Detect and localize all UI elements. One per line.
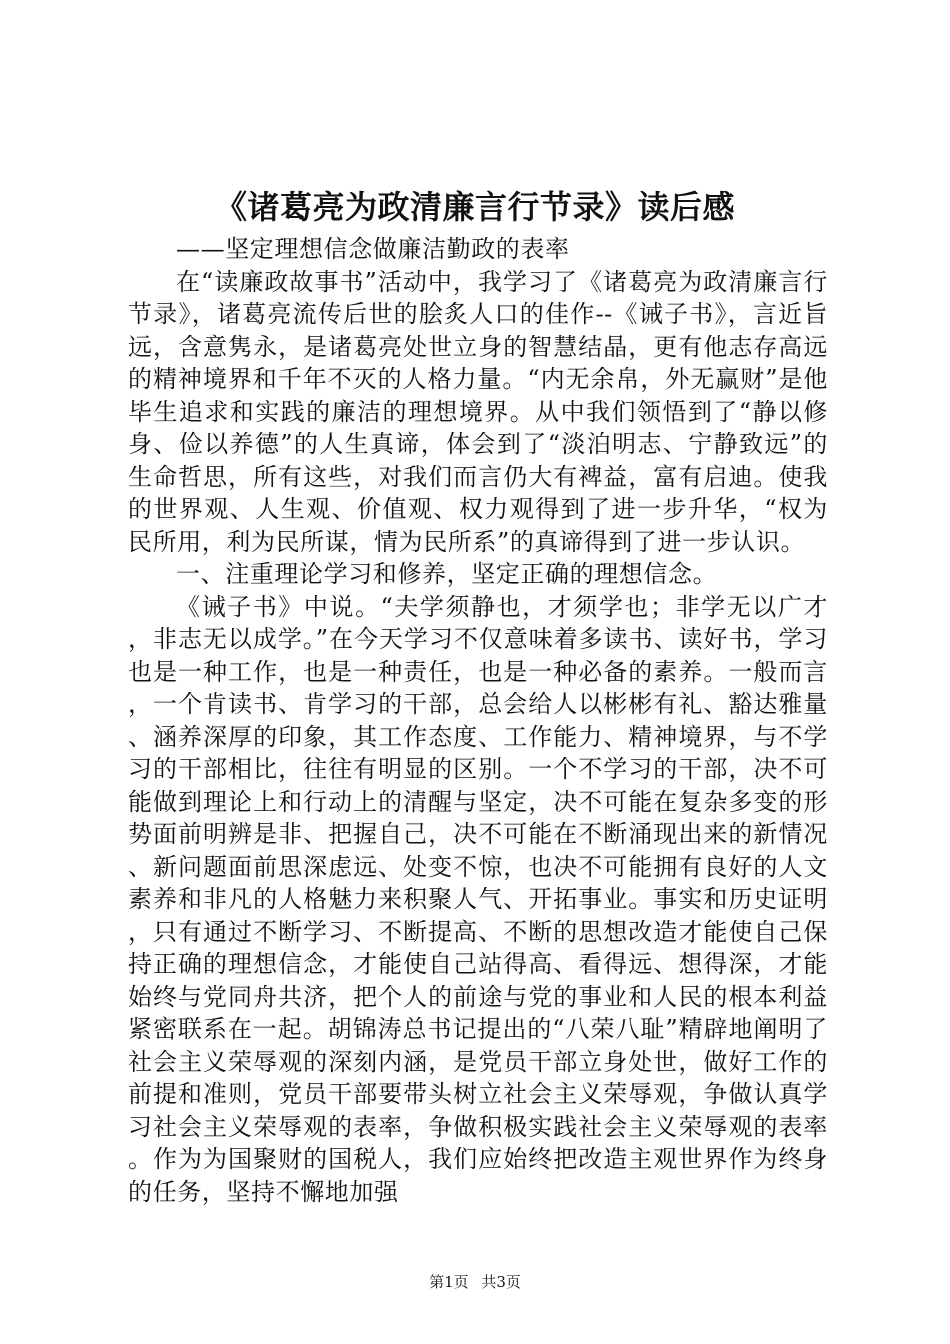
page-number: 第1页 <box>429 1273 469 1291</box>
paragraph-section-1: 《诫子书》中说。“夫学须静也，才须学也；非学无以广才，非志无以成学。”在今天学习不仅意味着多读书、读好书，学习也是一种工作，也是一种责任，也是一种必备的素养。一般而言，一个肯读书、肯学习的干部，总会给人以彬彬有礼、豁达雅量、涵养深厚的印象，其工作态度、工作能力、精神境界，与不学习的干部相比，往往有明显的区别。一个不学习的干部，决不可能做到理论上和行动上的清醒与坚定，决不可能在复杂多变的形势面前明辨是非、把握自己，决不可能在不断涌现出来的新情况、新问题面前思深虑远、处变不惊，也决不可能拥有良好的人文素养和非凡的人格魅力来积聚人气、开拓事业。事实和历史证明，只有通过不断学习、不断提高、不断的思想改造才能使自己保持正确的理想信念，才能使自己站得高、看得远、想得深，才能始终与党同舟共济，把个人的前途与党的事业和人民的根本利益紧密联系在一起。胡锦涛总书记提出的“八荣八耻”精辟地阐明了社会主义荣辱观的深刻内涵，是党员干部立身处世，做好工作的前提和准则，党员干部要带头树立社会主义荣辱观，争做认真学习社会主义荣辱观的表率，争做积极实践社会主义荣辱观的表率。作为为国聚财的国税人，我们应始终把改造主观世界作为终身的任务，坚持不懈地加强 <box>128 592 828 1206</box>
section-heading-1: 一、注重理论学习和修养，坚定正确的理想信念。 <box>176 560 718 588</box>
document-title: 《诸葛亮为政清廉言行节录》读后感 <box>214 188 735 226</box>
document-body <box>128 233 828 1208</box>
page-total: 共3页 <box>481 1273 521 1291</box>
document-subtitle: ——坚定理想信念做廉洁勤政的表率 <box>176 235 570 263</box>
page-footer <box>0 1272 950 1292</box>
paragraph-intro: 在“读廉政故事书”活动中，我学习了《诸葛亮为政清廉言行节录》，诸葛亮流传后世的脍炙人口的佳作--《诫子书》，言近旨远，含意隽永，是诸葛亮处世立身的智慧结晶，更有他志存高远的精神境界和千年不灭的人格力量。“内无余帛，外无赢财”是他毕生追求和实践的廉洁的理想境界。从中我们领悟到了“静以修身、俭以养德”的人生真谛，体会到了“淡泊明志、宁静致远”的生命哲思，所有这些，对我们而言仍大有裨益，富有启迪。使我的世界观、人生观、价值观、权力观得到了进一步升华，“权为民所用，利为民所谋，情为民所系”的真谛得到了进一步认识。 <box>128 267 828 556</box>
